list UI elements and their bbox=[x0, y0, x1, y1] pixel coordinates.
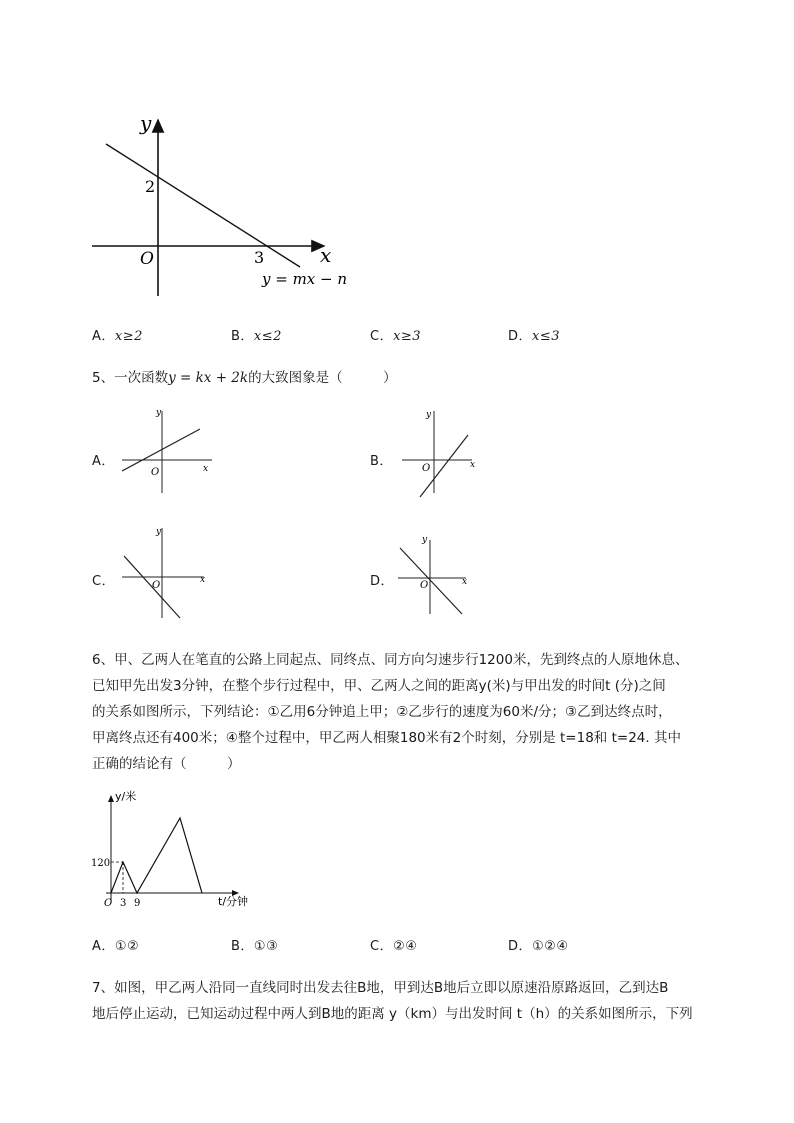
svg-text:O: O bbox=[422, 463, 431, 474]
svg-text:O: O bbox=[420, 580, 429, 591]
q4-option-d[interactable]: D．x≤3 bbox=[508, 329, 561, 344]
q6-line-5: 正确的结论有（ ） bbox=[92, 756, 241, 772]
q6-graph bbox=[88, 790, 268, 915]
x-intercept-label: 3 bbox=[254, 248, 265, 267]
line-equation-label: y = mx − n bbox=[262, 270, 348, 288]
q4-option-b[interactable]: B．x≤2 bbox=[231, 329, 282, 344]
y-tick-120: 120 bbox=[91, 858, 111, 869]
q6-line-2: 已知甲先出发3分钟，在整个步行过程中，甲、乙两人之间的距离y(米)与甲出发的时间t (分)之间 bbox=[92, 678, 666, 694]
distance-polyline bbox=[111, 818, 202, 893]
svg-text:y: y bbox=[422, 535, 428, 545]
function-line bbox=[400, 548, 462, 614]
x-axis-label: t/分钟 bbox=[218, 895, 249, 908]
q6-line-4: 甲离终点还有400米；④整个过程中，甲乙两人相聚180米有2个时刻，分别是 t=18和 t=24. 其中 bbox=[92, 730, 681, 746]
q5-option-a-graph[interactable] bbox=[118, 405, 218, 495]
q6-option-b[interactable]: B．①③ bbox=[231, 939, 279, 954]
origin-label: O bbox=[104, 898, 113, 909]
svg-text:x: x bbox=[470, 460, 476, 470]
svg-text:y: y bbox=[426, 410, 432, 420]
x-tick-3: 3 bbox=[120, 898, 127, 909]
q5-option-d-graph[interactable] bbox=[396, 530, 476, 620]
q5-option-b-letter[interactable]: B． bbox=[370, 454, 393, 469]
q5-option-a-letter[interactable]: A． bbox=[92, 454, 115, 469]
q7-line-2: 地后停止运动，已知运动过程中两人到B地的距离 y（km）与出发时间 t（h）的关系如图所示，下列 bbox=[92, 1006, 693, 1022]
q6-option-c[interactable]: C．②④ bbox=[370, 939, 418, 954]
q5-option-d-letter[interactable]: D． bbox=[370, 574, 395, 589]
q7-line-1: 7、如图，甲乙两人沿同一直线同时出发去往B地，甲到达B地后立即以原速沿原路返回，乙到达B bbox=[92, 980, 669, 996]
svg-text:x: x bbox=[200, 575, 206, 585]
q4-option-c[interactable]: C．x≥3 bbox=[370, 329, 422, 344]
svg-text:x: x bbox=[462, 577, 468, 587]
q5-option-c-graph[interactable] bbox=[118, 522, 218, 622]
y-axis-label: y bbox=[140, 111, 152, 135]
x-tick-9: 9 bbox=[134, 898, 141, 909]
function-line bbox=[106, 144, 300, 267]
svg-text:O: O bbox=[152, 580, 161, 591]
q4-graph bbox=[88, 108, 348, 303]
x-axis-label: x bbox=[320, 243, 332, 267]
q6-option-d[interactable]: D．①②④ bbox=[508, 939, 569, 954]
svg-text:y: y bbox=[156, 408, 162, 418]
svg-text:y: y bbox=[156, 527, 162, 537]
q6-line-3: 的关系如图所示，下列结论：①乙用6分钟追上甲；②乙步行的速度为60米/分；③乙到达终点时， bbox=[92, 704, 672, 720]
q6-option-a[interactable]: A．①② bbox=[92, 939, 140, 954]
q5-option-c-letter[interactable]: C． bbox=[92, 574, 116, 589]
svg-text:x: x bbox=[203, 464, 209, 474]
q5-question: 5、一次函数y = kx + 2k的大致图象是（ ） bbox=[92, 370, 397, 386]
q4-option-a[interactable]: A．x≥2 bbox=[92, 329, 143, 344]
svg-text:O: O bbox=[151, 467, 160, 478]
function-line bbox=[122, 429, 200, 471]
q5-option-b-graph[interactable] bbox=[398, 405, 498, 500]
y-axis-label: y/米 bbox=[115, 790, 137, 803]
origin-label: O bbox=[140, 249, 154, 269]
q6-line-1: 6、甲、乙两人在笔直的公路上同起点、同终点、同方向匀速步行1200米，先到终点的人原地休息、 bbox=[92, 652, 689, 668]
y-intercept-label: 2 bbox=[145, 177, 156, 196]
